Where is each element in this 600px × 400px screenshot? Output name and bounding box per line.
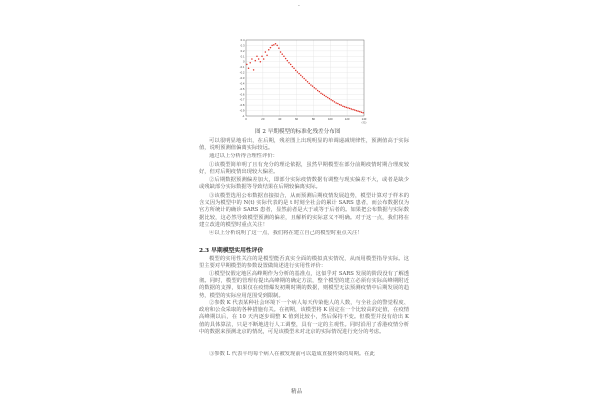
- data-point: [281, 53, 283, 55]
- data-point: [337, 103, 339, 105]
- data-point: [357, 110, 359, 112]
- data-point: [305, 79, 307, 81]
- list-item-param-peak: ①模型仅假定地区高峰期作为分析的基准点，这似乎对 SARS 发展的阶段没有了解透彻。同时，模型的管理有提出高峰期的确定方法，整个模型的建立必须有实际高峰期附近的数据的支撑，如果仅在疫情爆发初期时期的数据，则模型无法预测疫情中后期发展的趋势，模型的实际应用范围受到限制。: [199, 271, 409, 299]
- data-point: [290, 64, 292, 66]
- data-point: [344, 106, 346, 108]
- data-point: [249, 62, 251, 64]
- data-point: [261, 56, 263, 58]
- data-point: [342, 105, 344, 107]
- data-point: [265, 51, 267, 53]
- data-point: [280, 51, 282, 53]
- data-point: [302, 76, 304, 78]
- paragraph-evaluation-intro: 通过以上分析得合理性评价：: [209, 153, 278, 159]
- data-point: [317, 90, 319, 92]
- list-item-param-k: ②参数 K 代表某种社会环境下一个病人每天传染他人的人数，与全社会的警觉程度、政府和公众采取的各种措施有关。在初期，该模型将 K 固定在一个比较高的定值，在疫情高峰期以后，在 10 天内逐步调整 K 值到比较小，然后保持不变。但模型并没有给出 K 值的具体算法，只是不断地进行人工调整，具有一定的主观性。同时沿用了香港疫情分析中的数据来预测北京的情况，可见该模型未对北京的实际情况进行充分的考虑。: [199, 300, 409, 335]
- y-tick-label: 0.1: [240, 54, 245, 59]
- y-tick-label: 0.2: [240, 48, 245, 53]
- y-tick-label: -0.4: [239, 81, 245, 86]
- x-tick-label: 40: [278, 117, 282, 121]
- data-point: [288, 62, 290, 64]
- figure-caption: 图 2 早期模型的标准化残差分布图: [255, 129, 341, 135]
- data-point: [351, 108, 353, 110]
- list-item-point-2: ②后期数据预测偏差加大，即部分实际疫情数据有调整与现实偏差不大，或者是缺少或残缺部分实际数据等导致结果在后期较偏离实际。: [199, 177, 409, 191]
- y-tick-label: 0.3: [240, 43, 245, 48]
- data-point: [255, 60, 257, 62]
- x-tick-label: 140: [361, 117, 367, 121]
- data-point: [292, 66, 294, 68]
- data-point: [314, 87, 316, 89]
- data-point: [308, 83, 310, 85]
- data-point: [339, 104, 341, 106]
- residual-chart: [232, 34, 372, 130]
- data-point: [332, 100, 334, 102]
- data-point: [362, 112, 364, 114]
- y-tick-label: -0.9: [239, 108, 245, 113]
- data-point: [253, 69, 255, 71]
- data-point: [347, 107, 349, 109]
- data-point: [330, 99, 332, 101]
- data-point: [283, 56, 285, 58]
- data-point: [285, 58, 287, 60]
- data-point: [293, 67, 295, 69]
- data-point: [324, 95, 326, 97]
- data-point: [352, 109, 354, 111]
- y-tick-label: -0.2: [239, 70, 245, 75]
- y-tick-label: -0.6: [239, 92, 245, 97]
- data-point: [260, 61, 262, 63]
- list-item-point-4: ④以上分析说明了这一点，我们将在建立自己的模型时重点关注！: [209, 230, 363, 236]
- y-tick-label: -0.8: [239, 103, 245, 108]
- list-item-point-3: ③该模型选用公布数据直接拟合，从而预测后期疫情发展趋势，模型计算对于样本的含义因为模型中的 N(t) 实际代表的是 t 时刻全社会的累计 SARS 患者，而公布数据仅为官方所统计的确诊 SARS 患者，显然前者是大于或等于后者的。如果把公布数据与实际数据比较，这必然导致模型预测的偏差，且解析的实际意义不明确。对于这一点，我们将在建立改进的模型时重点关注！: [199, 193, 409, 228]
- data-point: [322, 94, 324, 96]
- page-footer: 精品: [291, 389, 303, 395]
- y-tick-label: 0: [242, 59, 245, 64]
- data-point: [310, 84, 312, 86]
- x-unit-label: (天): [361, 120, 367, 125]
- data-point: [325, 96, 327, 98]
- x-tick-label: 60: [295, 117, 299, 121]
- y-tick-label: -1: [242, 114, 245, 118]
- data-point: [297, 71, 299, 73]
- data-point: [295, 70, 297, 72]
- data-point: [319, 91, 321, 93]
- data-point: [361, 111, 363, 113]
- data-point: [320, 92, 322, 94]
- page-top-mark: ·: [298, 3, 300, 10]
- data-point: [287, 60, 289, 62]
- data-point: [246, 64, 248, 66]
- list-item-param-l: ③参数 L 代表平均每个病人在被发现前可以造成直接传染的周期。在此: [209, 351, 375, 357]
- data-point: [276, 45, 278, 47]
- x-tick-label: 0: [245, 117, 247, 121]
- data-point: [258, 58, 260, 60]
- data-point: [251, 58, 253, 60]
- data-point: [268, 49, 270, 51]
- data-point: [335, 102, 337, 104]
- data-point: [329, 98, 331, 100]
- data-point: [248, 67, 250, 69]
- data-point: [271, 45, 273, 47]
- data-point: [327, 97, 329, 99]
- data-point: [298, 73, 300, 75]
- y-tick-label: -0.7: [239, 97, 245, 102]
- x-tick-label: 20: [261, 117, 265, 121]
- data-point: [346, 107, 348, 109]
- data-point: [340, 104, 342, 106]
- x-tick-label: 120: [344, 117, 350, 121]
- x-tick-label: 100: [327, 117, 333, 121]
- data-point: [263, 58, 265, 60]
- list-item-point-1: ①该模型简单明了且有充分的理论依据，虽然早期模型在部分前期疫情时期合理度较好，但对后期疫情出现较大偏差。: [199, 162, 409, 176]
- y-tick-label: -0.3: [239, 76, 245, 80]
- x-tick-label: 80: [311, 117, 315, 121]
- data-point: [300, 75, 302, 77]
- data-point: [356, 110, 358, 112]
- data-point: [354, 109, 356, 111]
- data-point: [266, 54, 268, 56]
- data-point: [270, 47, 272, 49]
- data-point: [273, 44, 275, 46]
- data-point: [359, 111, 361, 113]
- y-tick-label: 0.4: [240, 38, 245, 42]
- paragraph-practicality-intro: 模型的实用性关注的是模型能否真实全面的模拟真实情况，从而用模型指导实际。这里主要对早期模型的参数设置做简述进行实用性评价：: [199, 256, 409, 270]
- data-point: [303, 78, 305, 80]
- section-heading: 2.3 早期模型实用性评价: [199, 248, 264, 254]
- data-point: [307, 81, 309, 83]
- y-tick-label: -0.1: [239, 65, 245, 70]
- data-point: [349, 108, 351, 110]
- paragraph-residual-analysis: 可以很明显地看出，在后期，残差图上出现明显的单调递减规律性，预测值高于实际值，说明预测值偏离实际较远。: [199, 138, 409, 152]
- y-tick-label: -0.5: [239, 86, 245, 91]
- data-point: [256, 56, 258, 58]
- data-point: [315, 88, 317, 90]
- data-point: [312, 85, 314, 87]
- data-point: [334, 101, 336, 103]
- data-point: [278, 47, 280, 49]
- data-point: [275, 43, 277, 45]
